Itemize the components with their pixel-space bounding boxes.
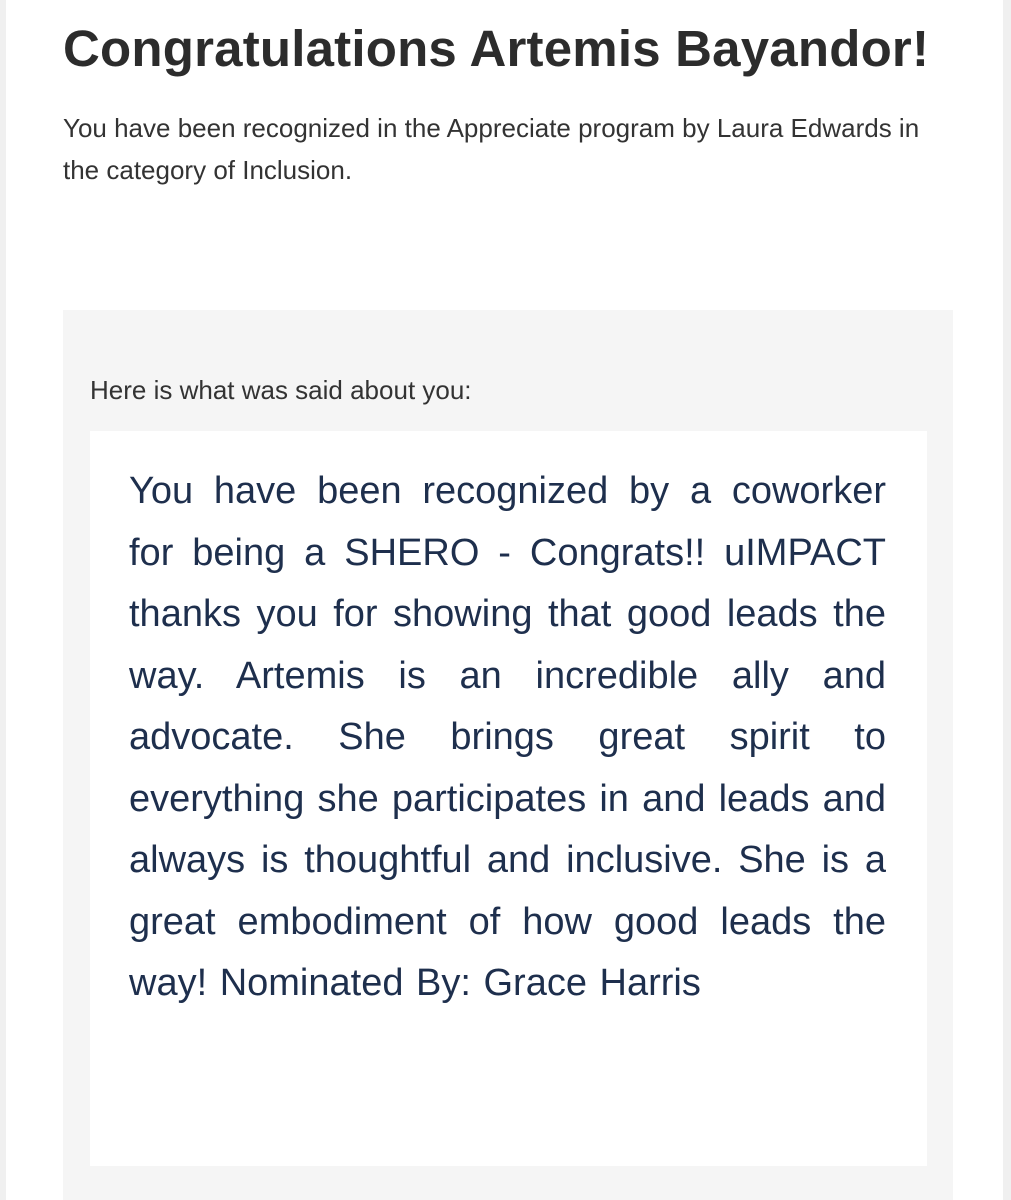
recognition-intro: You have been recognized in the Appreciate program by Laura Edwards in the category of Inclusion. [63, 113, 920, 185]
recognition-panel [63, 310, 953, 1200]
left-edge [0, 0, 6, 1200]
recognition-message: You have been recognized by a coworker for being a SHERO - Congrats!! uIMPACT thanks you for showing that good leads the way. Artemis is an incredible ally and advocate. She brings great spirit to everything she participates in and leads and always is thoughtful and inclusive. She is a great embodiment of how good leads the way! Nominated By: Grace Harris [129, 470, 886, 1004]
email-content [63, 0, 953, 1004]
panel-label: Here is what was said about you: [90, 375, 472, 405]
congratulations-headline: Congratulations Artemis Bayandor! [63, 20, 930, 77]
right-edge [1003, 0, 1011, 1200]
recognition-message-card [90, 431, 927, 1166]
